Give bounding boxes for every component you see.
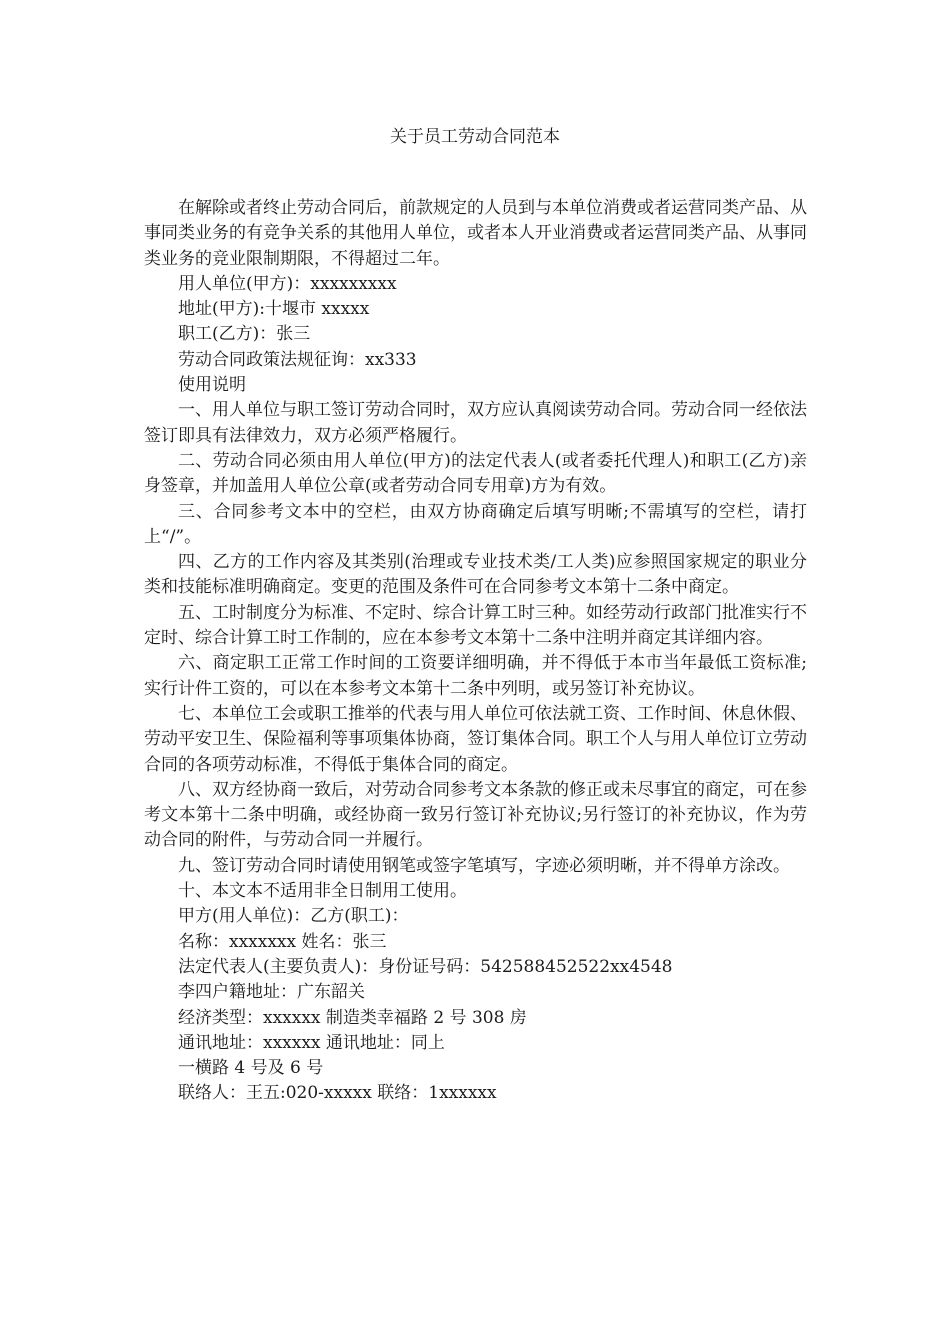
instruction-item-6: 六、商定职工正常工作时间的工资要详细明确，并不得低于本市当年最低工资标准;实行计件工资的，可以在本参考文本第十二条中列明，或另签订补充协议。 (144, 653, 807, 699)
instruction-item-8: 八、双方经协商一致后，对劳动合同参考文本条款的修正或未尽事宜的商定，可在参考文本第十二条中明确，或经协商一致另行签订补充协议;另行签订的补充协议，作为劳动合同的附件，与劳动合同一并履行。 (144, 779, 807, 851)
employee-line: 职工(乙方)：张三 (178, 324, 311, 345)
instruction-item-10: 十、本文本不适用非全日制用工使用。 (178, 881, 467, 902)
contact-line: 联络人：王五:020-xxxxx 联络：1xxxxxx (178, 1083, 497, 1104)
legal-rep-line: 法定代表人(主要负责人)：身份证号码：542588452522xx4548 (178, 956, 673, 977)
instruction-item-1: 一、用人单位与职工签订劳动合同时，双方应认真阅读劳动合同。劳动合同一经依法签订即具有法律效力，双方必须严格履行。 (144, 400, 807, 446)
instruction-item-4: 四、乙方的工作内容及其类别(治理或专业技术类/工人类)应参照国家规定的职业分类和技能标准明确商定。变更的范围及条件可在合同参考文本第十二条中商定。 (144, 552, 807, 598)
document-body (144, 196, 807, 1107)
paragraph-non-compete: 在解除或者终止劳动合同后，前款规定的人员到与本单位消费或者运营同类产品、从事同类业务的有竞争关系的其他用人单位，或者本人开业消费或者运营同类产品、从事同类业务的竞业限制期限，不得超过二年。 (144, 198, 807, 269)
instruction-item-7: 七、本单位工会或职工推举的代表与用人单位可依法就工资、工作时间、休息休假、劳动平安卫生、保险福利等事项集体协商，签订集体合同。职工个人与用人单位订立劳动合同的各项劳动标准，不得低于集体合同的商定。 (144, 703, 807, 775)
document-title: 关于员工劳动合同范本 (390, 127, 560, 147)
instructions-heading: 使用说明 (178, 375, 246, 396)
name-line: 名称：xxxxxxx 姓名：张三 (178, 931, 387, 952)
instruction-item-5: 五、工时制度分为标准、不定时、综合计算工时三种。如经劳动行政部门批准实行不定时、综合计算工时工作制的，应在本参考文本第十二条中注明并商定其详细内容。 (144, 602, 807, 649)
economic-type-line: 经济类型：xxxxxx 制造类幸福路 2 号 308 房 (178, 1007, 527, 1028)
instruction-item-9: 九、签订劳动合同时请使用钢笔或签字笔填写，字迹必须明晰，并不得单方涂改。 (178, 855, 790, 876)
party-header-line: 甲方(用人单位)：乙方(职工)： (178, 906, 409, 927)
consult-line: 劳动合同政策法规征询：xx333 (178, 349, 417, 370)
mailing-address-line: 通讯地址：xxxxxx 通讯地址：同上 (178, 1032, 445, 1053)
domicile-line: 李四户籍地址：广东韶关 (178, 982, 365, 1003)
employer-line: 用人单位(甲方)：xxxxxxxxx (178, 273, 397, 294)
instruction-item-2: 二、劳动合同必须由用人单位(甲方)的法定代表人(或者委托代理人)和职工(乙方)亲身签章，并加盖用人单位公章(或者劳动合同专用章)方为有效。 (144, 450, 807, 497)
address-continued-line: 一横路 4 号及 6 号 (178, 1058, 324, 1079)
instruction-item-3: 三、合同参考文本中的空栏，由双方协商确定后填写明晰;不需填写的空栏，请打上“/”。 (144, 501, 807, 547)
employer-address-line: 地址(甲方):十堰市 xxxxx (178, 299, 370, 320)
